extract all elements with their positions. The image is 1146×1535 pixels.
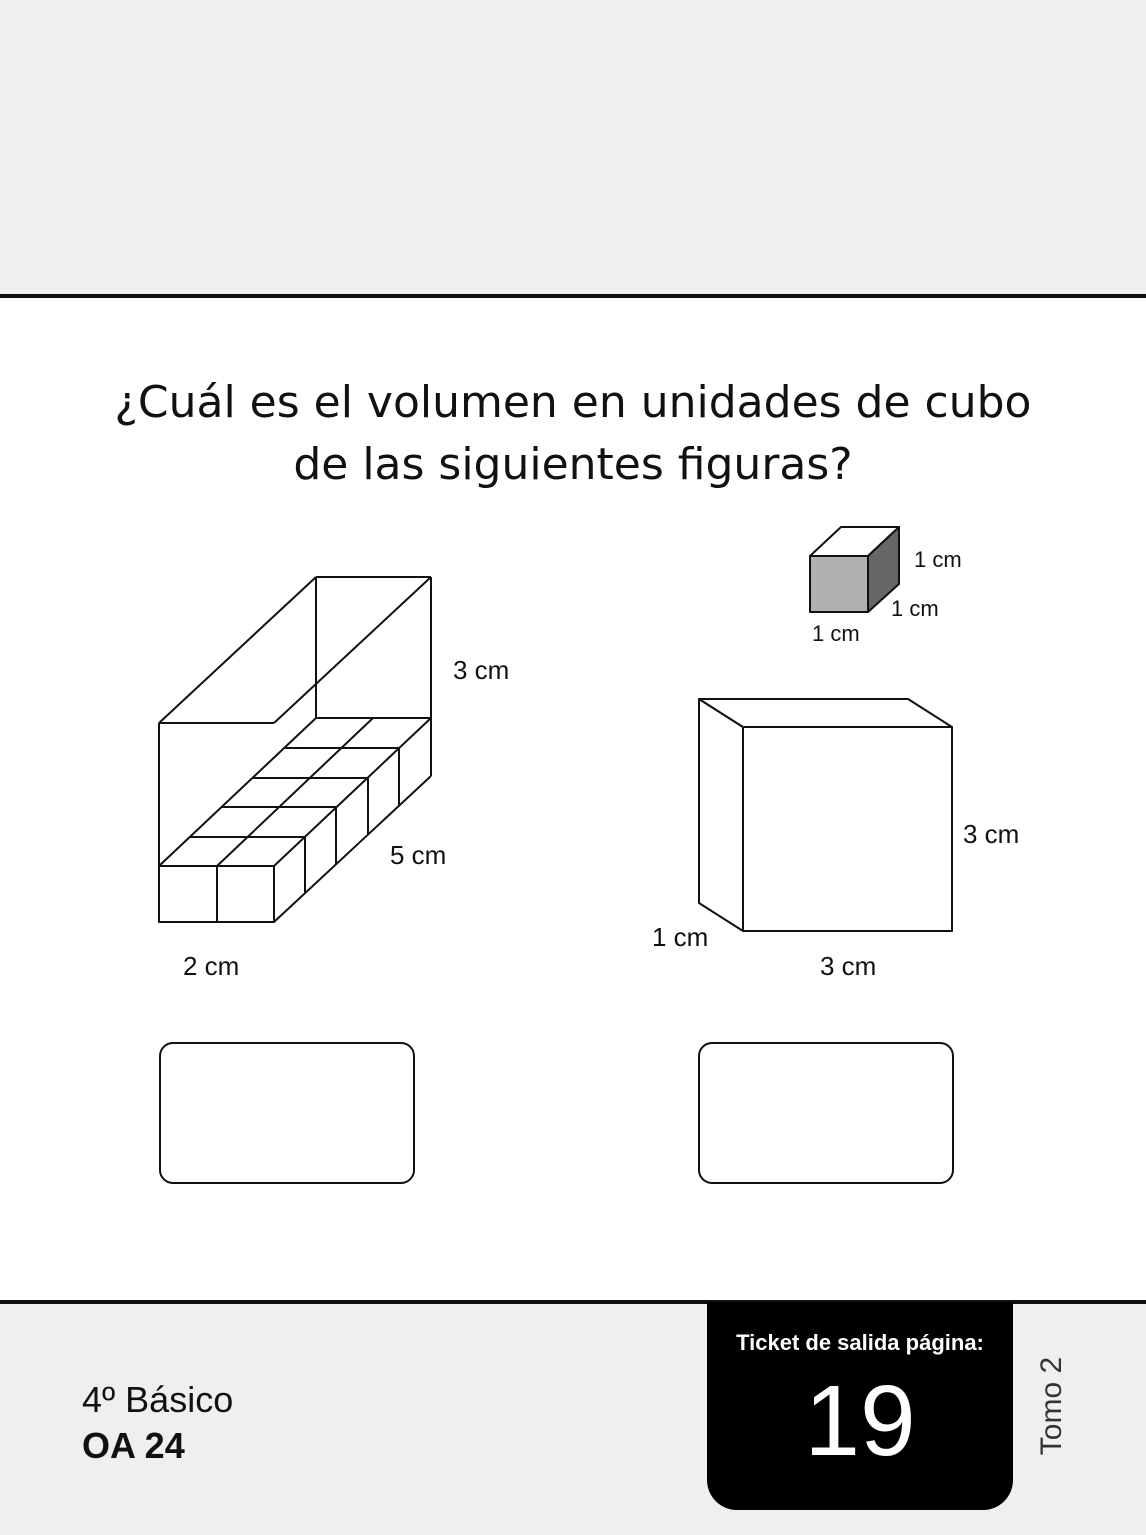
grade-label: 4º Básico xyxy=(82,1379,234,1420)
right-depth-label: 1 cm xyxy=(652,922,709,952)
right-width-label: 3 cm xyxy=(820,951,877,981)
ticket-badge xyxy=(707,1302,1013,1510)
oa-label: OA 24 xyxy=(82,1425,185,1466)
tomo-label: Tomo 2 xyxy=(1035,1356,1068,1456)
ticket-label: Ticket de salida página: xyxy=(736,1330,984,1355)
cube-depth-label: 1 cm xyxy=(891,596,939,621)
left-prism-figure xyxy=(159,577,431,922)
right-height-label: 3 cm xyxy=(963,819,1020,849)
cube-height-label: 1 cm xyxy=(914,547,962,572)
unit-cube-figure xyxy=(810,527,899,612)
ticket-page-number: 19 xyxy=(804,1365,916,1477)
answer-box-right[interactable] xyxy=(698,1042,954,1184)
left-width-label: 2 cm xyxy=(183,951,240,981)
unit-cube-front xyxy=(810,556,868,612)
cube-width-label: 1 cm xyxy=(812,621,860,646)
left-height-label: 3 cm xyxy=(453,655,510,685)
question-line-1: ¿Cuál es el volumen en unidades de cubo xyxy=(114,377,1032,428)
right-prism-figure xyxy=(699,699,952,931)
answer-box-left[interactable] xyxy=(159,1042,415,1184)
left-depth-label: 5 cm xyxy=(390,840,447,870)
question-line-2: de las siguientes figuras? xyxy=(293,439,853,490)
